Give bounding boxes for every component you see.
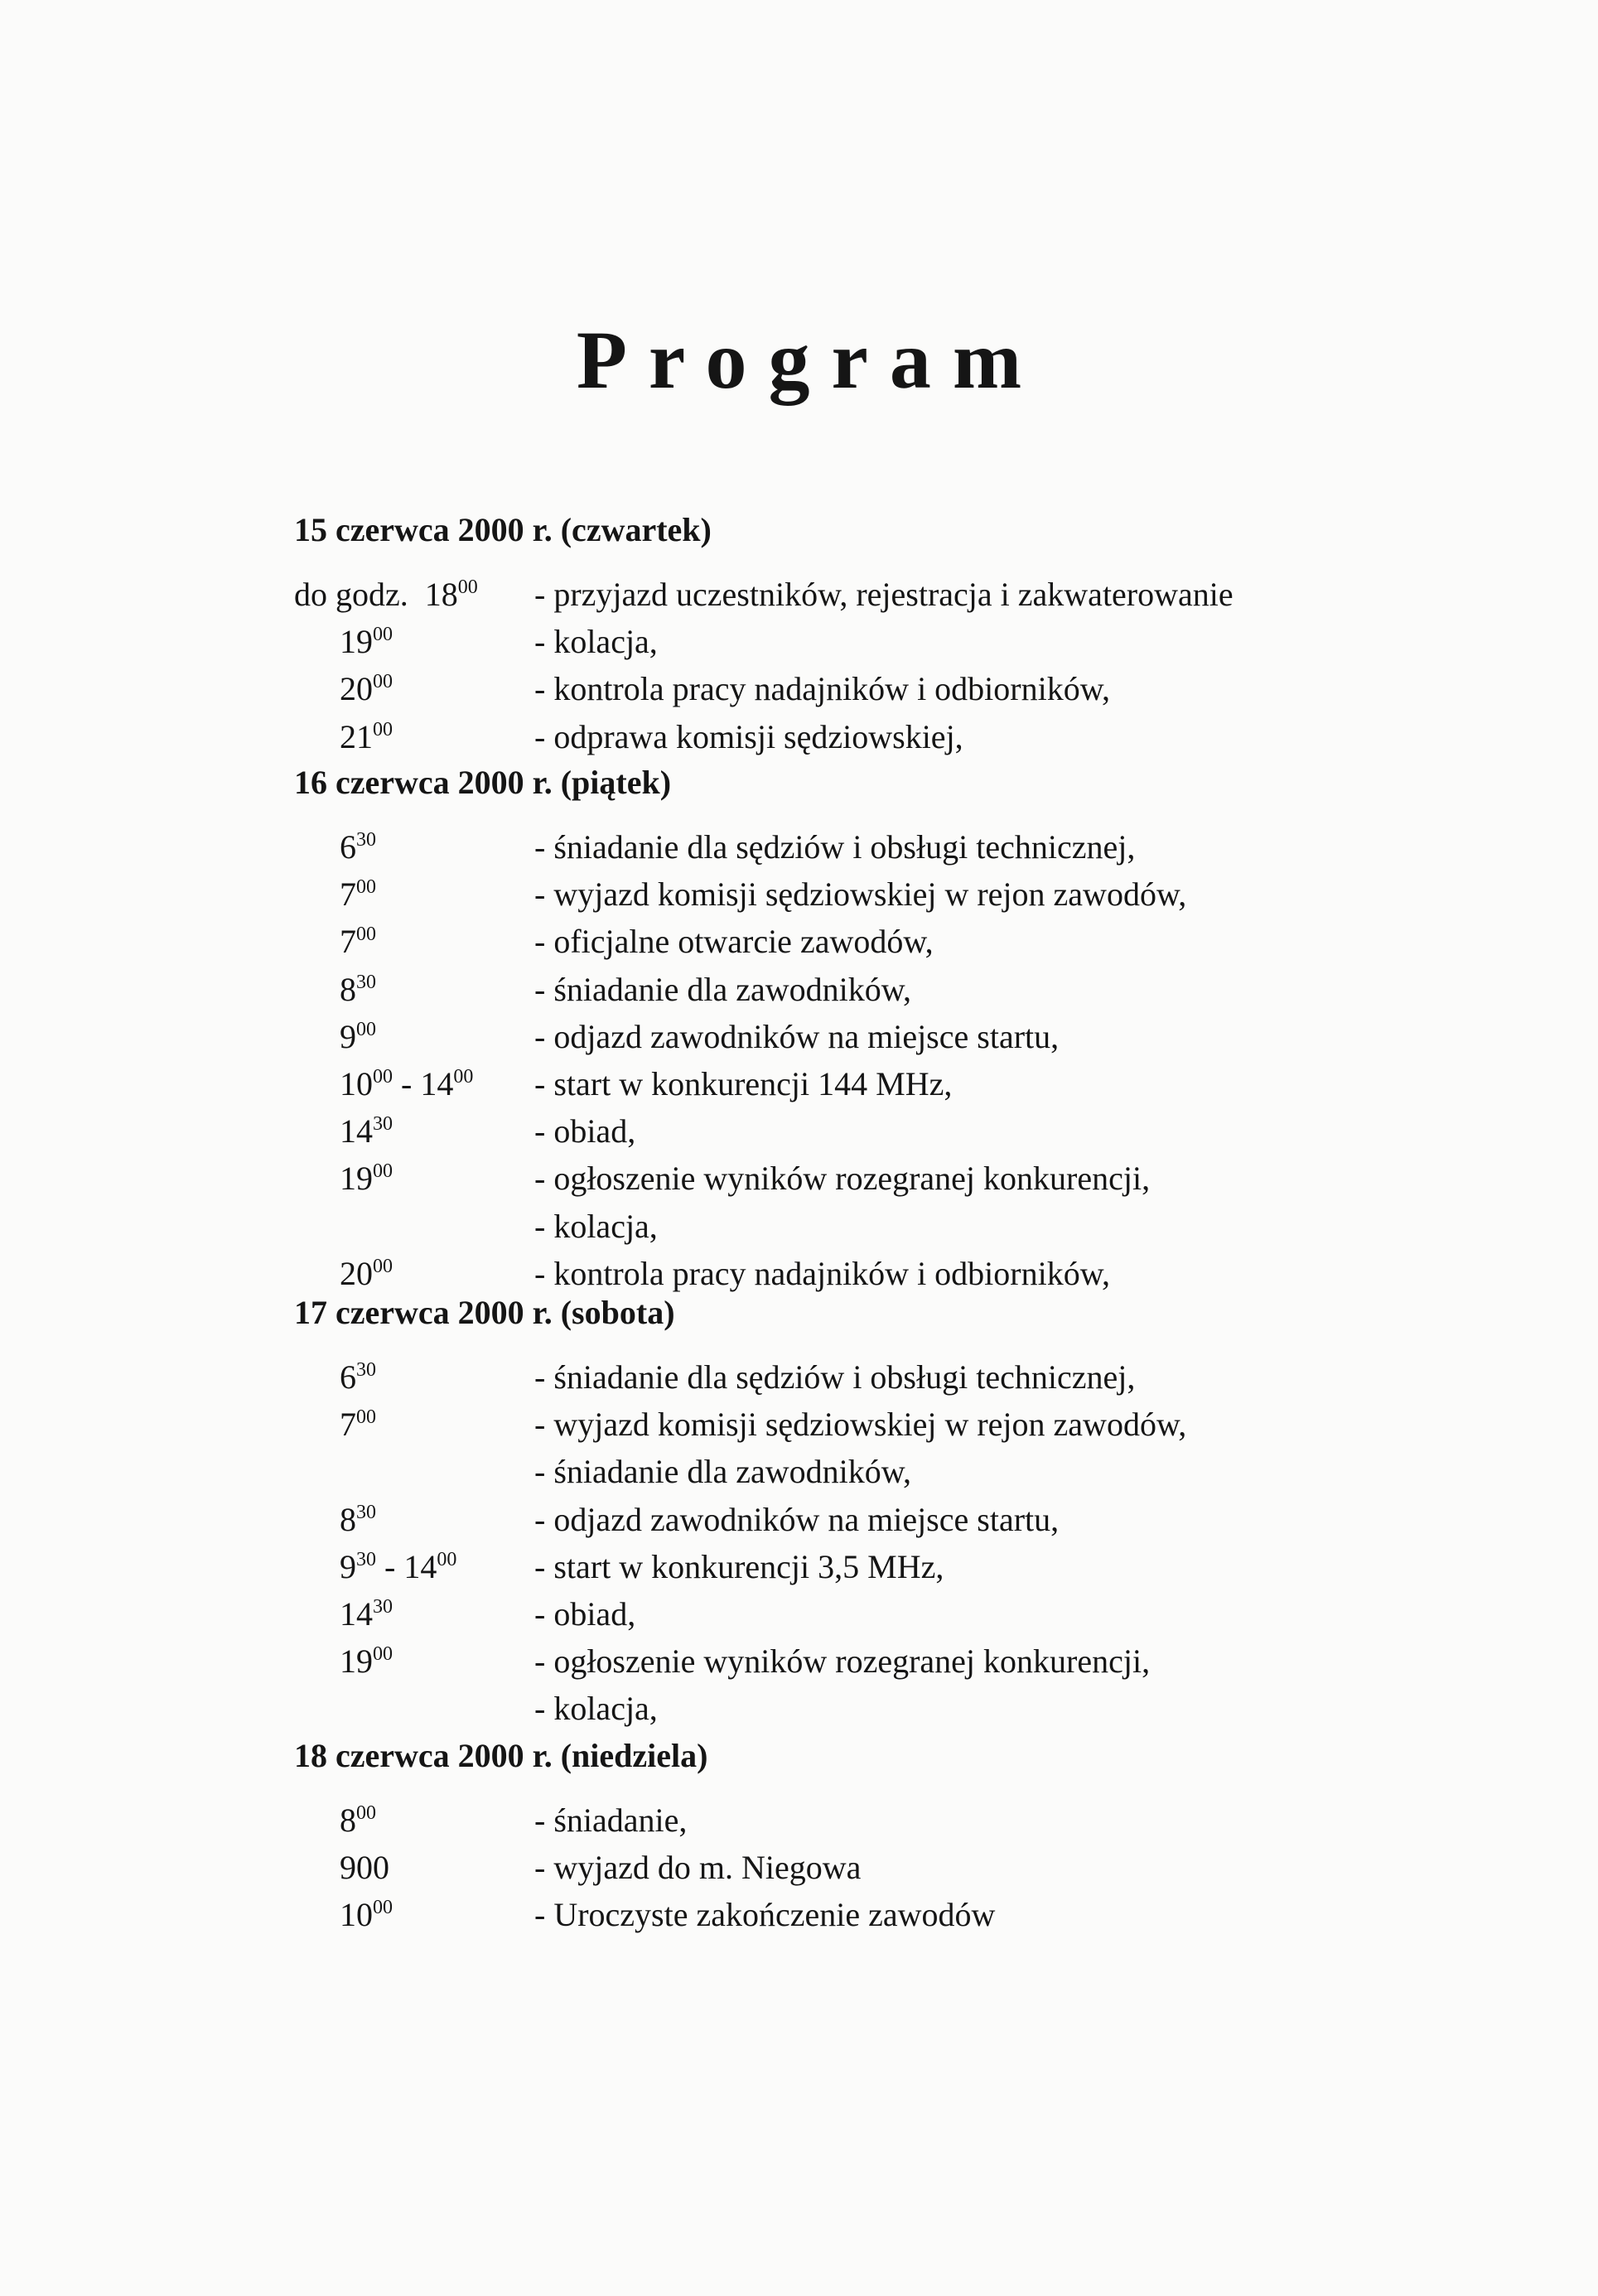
time-minutes: 00 (373, 719, 393, 740)
time-minutes: 00 (373, 1897, 393, 1918)
schedule-row (0, 1354, 1598, 1401)
time-end-hour: 14 (420, 1065, 454, 1102)
time (340, 1591, 393, 1638)
time-minutes: 00 (356, 1802, 376, 1824)
time-end-minutes: 00 (437, 1549, 457, 1570)
schedule-row (0, 1497, 1598, 1543)
schedule-row (0, 1591, 1598, 1638)
time-minutes: 30 (373, 1596, 393, 1618)
time-minutes: 00 (356, 876, 376, 898)
schedule-row (0, 919, 1598, 965)
time (340, 1497, 376, 1543)
schedule-row (0, 572, 1598, 618)
time-hour: 8 (340, 971, 356, 1008)
schedule-row (0, 1892, 1598, 1938)
schedule-row (0, 1251, 1598, 1297)
schedule-row (0, 1544, 1598, 1590)
time (294, 572, 478, 618)
time (340, 967, 376, 1013)
event-description: - wyjazd komisji sędziowskiej w rejon zawodów, (534, 1406, 1187, 1443)
time-minutes: 00 (457, 576, 478, 598)
schedule-row (0, 1686, 1598, 1732)
time-minutes: 00 (373, 1160, 393, 1182)
time-hour: 9 (340, 1548, 356, 1585)
schedule-row (0, 1797, 1598, 1844)
time-hour: 10 (340, 1065, 373, 1102)
event-description: - obiad, (534, 1112, 636, 1150)
time-minutes: 00 (373, 671, 393, 692)
time-hour: 900 (340, 1849, 389, 1886)
event-description: - śniadanie dla zawodników, (534, 971, 912, 1008)
time-hour: 19 (340, 623, 373, 660)
time-hour: 6 (340, 1358, 356, 1396)
time (340, 1892, 393, 1938)
time (340, 824, 376, 871)
time-hour: 20 (340, 1255, 373, 1292)
event-description: - śniadanie dla zawodników, (534, 1453, 912, 1490)
schedule-row (0, 1449, 1598, 1495)
time-hour: 14 (340, 1595, 373, 1633)
time-end-minutes: 00 (453, 1066, 474, 1088)
page-title: Program (576, 314, 1044, 406)
schedule-row (0, 1638, 1598, 1685)
time (340, 1845, 389, 1891)
time (340, 1797, 376, 1844)
time-hour: 14 (340, 1112, 373, 1150)
time-minutes: 30 (356, 1502, 376, 1523)
time (340, 871, 376, 918)
time (340, 919, 376, 965)
schedule-row (0, 666, 1598, 712)
time (340, 1251, 393, 1297)
event-description: - wyjazd do m. Niegowa (534, 1849, 862, 1886)
time (340, 666, 393, 712)
event-description: - obiad, (534, 1595, 636, 1633)
schedule-row (0, 619, 1598, 665)
schedule-row (0, 1155, 1598, 1202)
time-hour: 10 (340, 1896, 373, 1933)
time (340, 1401, 376, 1448)
time (340, 1014, 376, 1060)
time-minutes: 00 (356, 1019, 376, 1040)
schedule-row (0, 1061, 1598, 1107)
schedule-row (0, 714, 1598, 760)
event-description: - śniadanie, (534, 1802, 688, 1839)
day-heading: 16 czerwca 2000 r. (piątek) (294, 764, 672, 801)
event-description: - śniadanie dla sędziów i obsługi technicznej, (534, 1358, 1136, 1396)
time-hour: 19 (340, 1642, 373, 1680)
event-description: - odprawa komisji sędziowskiej, (534, 718, 963, 755)
event-description: - odjazd zawodników na miejsce startu, (534, 1501, 1060, 1538)
event-description: - odjazd zawodników na miejsce startu, (534, 1018, 1060, 1055)
event-description: - oficjalne otwarcie zawodów, (534, 923, 934, 960)
time-hour: 18 (424, 576, 458, 613)
event-description: - ogłoszenie wyników rozegranej konkurencji, (534, 1160, 1151, 1197)
event-description: - kolacja, (534, 1208, 658, 1245)
time-minutes: 30 (356, 1549, 376, 1570)
event-description: - start w konkurencji 144 MHz, (534, 1065, 953, 1102)
time-minutes: 30 (373, 1113, 393, 1135)
time-prefix: do godz. (294, 576, 408, 613)
time-minutes: 30 (356, 972, 376, 993)
time (340, 1354, 376, 1401)
schedule-row (0, 1401, 1598, 1448)
time-hour: 7 (340, 923, 356, 960)
time (340, 619, 393, 665)
time (340, 1638, 393, 1685)
event-description: - przyjazd uczestników, rejestracja i zakwaterowanie (534, 576, 1234, 613)
time-minutes: 00 (373, 1256, 393, 1277)
event-description: - start w konkurencji 3,5 MHz, (534, 1548, 944, 1585)
time-hour: 21 (340, 718, 373, 755)
event-description: - kolacja, (534, 1690, 658, 1727)
time-hour: 6 (340, 828, 356, 866)
time (340, 714, 393, 760)
day-heading: 17 czerwca 2000 r. (sobota) (294, 1294, 675, 1331)
schedule-row (0, 1108, 1598, 1155)
time-hour: 7 (340, 1406, 356, 1443)
time (340, 1061, 473, 1107)
time-minutes: 00 (373, 624, 393, 645)
time-end-hour: 14 (403, 1548, 437, 1585)
schedule-row (0, 824, 1598, 871)
time-separator: - (393, 1065, 421, 1102)
time-minutes: 00 (356, 924, 376, 945)
time-minutes: 00 (373, 1643, 393, 1665)
time-hour: 19 (340, 1160, 373, 1197)
day-heading: 18 czerwca 2000 r. (niedziela) (294, 1737, 708, 1774)
time (340, 1108, 393, 1155)
schedule-row (0, 1203, 1598, 1250)
event-description: - kontrola pracy nadajników i odbiorników, (534, 1255, 1111, 1292)
event-description: - wyjazd komisji sędziowskiej w rejon zawodów, (534, 875, 1187, 913)
time-hour: 9 (340, 1018, 356, 1055)
time (340, 1544, 456, 1590)
event-description: - Uroczyste zakończenie zawodów (534, 1896, 996, 1933)
time-minutes: 00 (356, 1406, 376, 1428)
time (340, 1155, 393, 1202)
time-hour: 8 (340, 1802, 356, 1839)
time-hour: 8 (340, 1501, 356, 1538)
time-separator: - (376, 1548, 404, 1585)
event-description: - kolacja, (534, 623, 658, 660)
event-description: - śniadanie dla sędziów i obsługi technicznej, (534, 828, 1136, 866)
event-description: - kontrola pracy nadajników i odbiorników, (534, 670, 1111, 707)
event-description: - ogłoszenie wyników rozegranej konkurencji, (534, 1642, 1151, 1680)
schedule-row (0, 967, 1598, 1013)
time-hour: 7 (340, 875, 356, 913)
schedule-row (0, 1845, 1598, 1891)
schedule-row (0, 1014, 1598, 1060)
schedule-row (0, 871, 1598, 918)
time-hour: 20 (340, 670, 373, 707)
time-minutes: 30 (356, 829, 376, 851)
time-minutes: 00 (373, 1066, 393, 1088)
time-minutes: 30 (356, 1359, 376, 1381)
day-heading: 15 czerwca 2000 r. (czwartek) (294, 511, 712, 548)
